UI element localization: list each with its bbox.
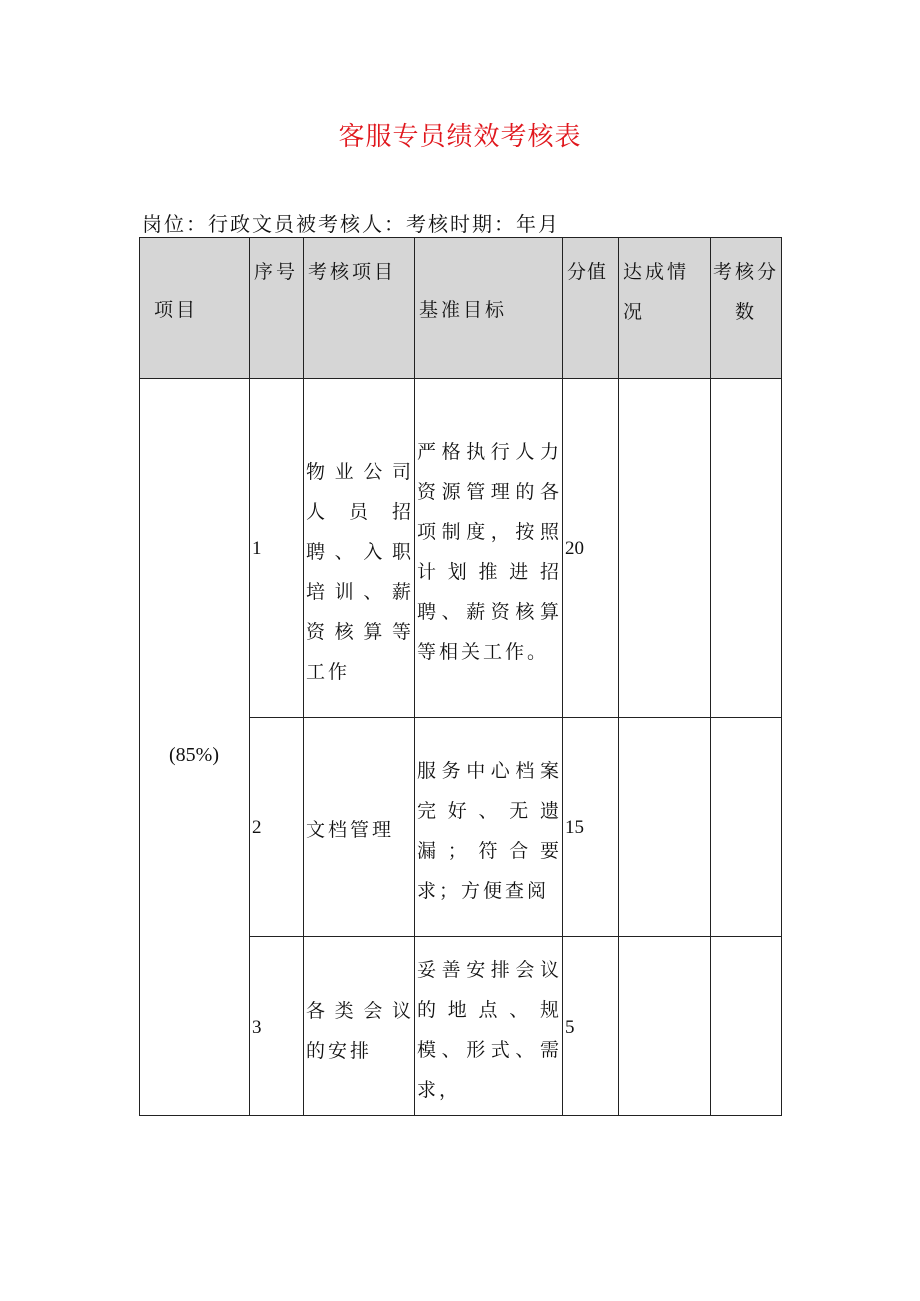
seq-value: 2 xyxy=(252,817,262,838)
meta-line: 岗位：行政文员被考核人：考核时期：年月 xyxy=(142,212,560,236)
header-seq xyxy=(250,238,304,379)
seq-value: 3 xyxy=(252,1017,262,1038)
score-cell xyxy=(563,379,619,718)
target-text: 严格执行人力资源管理的各项制度，按照计划推进招聘、薪资核算等相关工作。 xyxy=(417,441,562,663)
assess-item-text: 文档管理 xyxy=(306,819,395,841)
score-value: 5 xyxy=(565,1017,575,1038)
header-target xyxy=(415,238,563,379)
header-assess-item-label: 考核项目 xyxy=(308,261,397,283)
header-score xyxy=(563,238,619,379)
assess-score-cell xyxy=(711,718,782,937)
score-value: 20 xyxy=(565,538,584,559)
header-target-label: 基准目标 xyxy=(419,299,508,321)
achievement-cell xyxy=(619,718,711,937)
achievement-cell xyxy=(619,379,711,718)
target-cell xyxy=(415,718,563,937)
assess-item-cell xyxy=(304,937,415,1116)
header-achievement-label: 达成情况 xyxy=(623,261,690,323)
assess-item-cell xyxy=(304,379,415,718)
header-assess-score-label: 考核分数 xyxy=(712,261,779,323)
assess-item-cell xyxy=(304,718,415,937)
category-label: (85%) xyxy=(169,744,219,766)
score-cell xyxy=(563,718,619,937)
seq-cell xyxy=(250,379,304,718)
category-cell xyxy=(140,379,250,1116)
target-cell xyxy=(415,379,563,718)
header-achievement xyxy=(619,238,711,379)
assess-score-cell xyxy=(711,379,782,718)
header-item xyxy=(140,238,250,379)
seq-value: 1 xyxy=(252,538,262,559)
header-item-label: 项目 xyxy=(154,299,199,321)
header-row xyxy=(140,238,782,379)
assess-item-text: 物业公司人员招聘、入职培训、薪资核算等工作 xyxy=(306,461,414,683)
achievement-cell xyxy=(619,937,711,1116)
seq-cell xyxy=(250,718,304,937)
assessment-table xyxy=(139,237,782,1116)
assess-score-cell xyxy=(711,937,782,1116)
target-text: 妥善安排会议的地点、规模、形式、需求， xyxy=(417,959,562,1101)
target-cell xyxy=(415,937,563,1116)
document-title: 客服专员绩效考核表 xyxy=(338,122,582,152)
target-text: 服务中心档案完好、无遗漏；符合要求；方便查阅 xyxy=(417,760,562,902)
header-assess-item xyxy=(304,238,415,379)
seq-cell xyxy=(250,937,304,1116)
header-score-label: 分值 xyxy=(567,261,608,283)
header-assess-score xyxy=(711,238,782,379)
table-row xyxy=(140,379,782,718)
score-value: 15 xyxy=(565,817,584,838)
score-cell xyxy=(563,937,619,1116)
assess-item-text: 各类会议的安排 xyxy=(306,1000,414,1062)
header-seq-label: 序号 xyxy=(254,261,299,283)
